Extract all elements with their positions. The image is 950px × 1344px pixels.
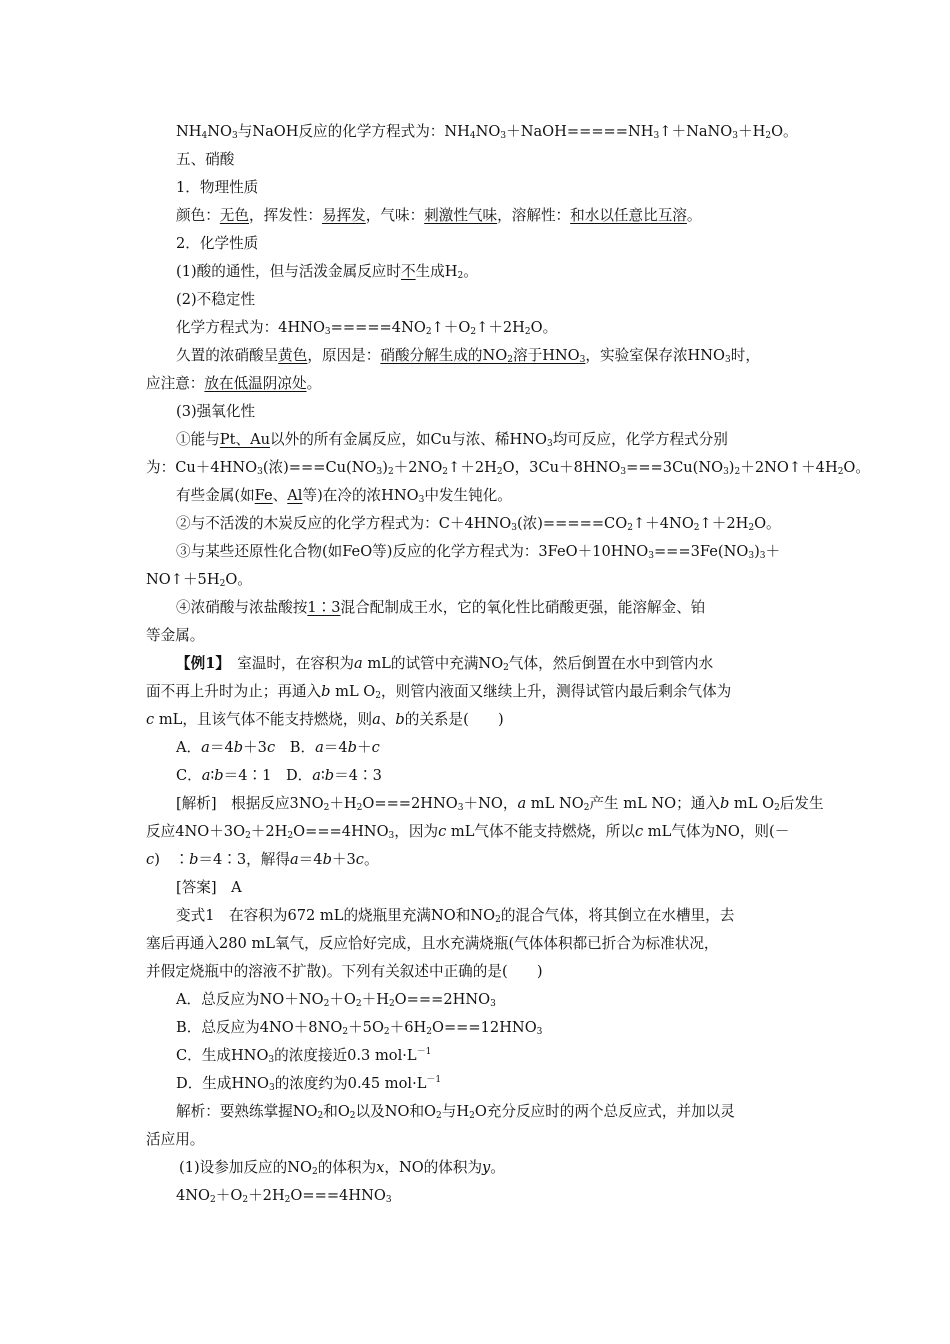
- answer-option: C．a∶b＝4∶1 D．a∶b＝4∶3: [176, 767, 382, 784]
- text-line: 等金属。: [146, 627, 205, 644]
- equation-line: $4NO_2+O_2+2H_2O===4HNO_3$: [176, 1187, 392, 1205]
- solution-line: 解析：要熟练掌握$NO_2$和$O_2$以及NO和$O_2$与$H_2O$充分反应时的两个总反应式，并加以灵: [176, 1103, 735, 1121]
- answer-line: [答案] A: [176, 879, 242, 896]
- answer-blank: 不: [401, 263, 416, 280]
- equation-line: ②与不活泼的木炭反应的化学方程式为：$C+4HNO_3$(浓)$=====CO_2↑+4NO_2↑+2H_2O$。: [176, 515, 781, 533]
- answer-option: A．总反应为$NO+NO_2+O_2+H_2O===2HNO_3$: [176, 991, 496, 1009]
- text-line: ④浓硝酸与浓盐酸按1∶3混合配制成王水，它的氧化性比硝酸更强，能溶解金、铂: [176, 599, 706, 616]
- answer-blank: 刺激性气味: [424, 207, 498, 224]
- text-line: c mL，且该气体不能支持燃烧，则a、b的关系是( ): [146, 711, 504, 728]
- answer-blank: 无色: [219, 207, 249, 224]
- equation-line: $NO↑+5H_2O$。: [146, 571, 252, 589]
- text-line: 面不再上升时为止；再通入b mL $O_2$，则管内液面又继续上升，测得试管内最后剩余气体为: [146, 683, 732, 701]
- subsection-heading: 2．化学性质: [176, 235, 259, 252]
- answer-blank: 放在低温阴凉处: [204, 375, 307, 392]
- answer-blank: Pt、Au: [219, 431, 271, 448]
- answer-blank: Fe: [254, 487, 273, 504]
- answer-option: D．生成$HNO_3$的浓度约为0.45 $mol\cdot L^{-1}$: [176, 1075, 442, 1093]
- text-line: $NH_4NO_3$与NaOH反应的化学方程式为：$NH_4NO_3+NaOH=====NH_3↑+NaNO_3+H_2O$。: [176, 123, 798, 141]
- solution-line: 活应用。: [146, 1131, 205, 1148]
- example-question: 【例1】 室温时，在容积为a mL的试管中充满$NO_2$气体，然后倒置在水中到管内水: [176, 655, 714, 673]
- variant-question: 变式1 在容积为672 mL的烧瓶里充满NO和$NO_2$的混合气体，将其倒立在水槽里，去: [176, 907, 735, 925]
- answer-option: C．生成$HNO_3$的浓度接近0.3 $mol\cdot L^{-1}$: [176, 1047, 432, 1065]
- example-label: 【例1】: [176, 655, 223, 672]
- text-line: 颜色：无色，挥发性：易挥发，气味：刺激性气味，溶解性：和水以任意比互溶。: [176, 207, 702, 224]
- subsection-heading: 1．物理性质: [176, 179, 259, 196]
- text-line: 久置的浓硝酸呈黄色，原因是：硝酸分解生成的$NO_2$溶于$HNO_3$，实验室保存浓$HNO_3$时，: [176, 347, 760, 365]
- text-line: 塞后再通入280 mL氧气，反应恰好完成，且水充满烧瓶(气体体积都已折合为标准状况，: [146, 935, 719, 952]
- text-line: (3)强氧化性: [176, 403, 256, 420]
- equation-line: 为：$Cu+4HNO_3$(浓)$===Cu(NO_3)_2+2NO_2↑+2H_2O$，$3Cu+8HNO_3===3Cu(NO_3)_2+2NO↑+4H_2O$。: [146, 459, 870, 477]
- solution-line: c) ∶b＝4∶3，解得a＝4b＋3c。: [146, 851, 379, 868]
- answer-blank: Al: [287, 487, 303, 504]
- solution-line: (1)设参加反应的$NO_2$的体积为x，NO的体积为y。: [179, 1159, 505, 1177]
- equation-line: 化学方程式为：$4HNO_3=====4NO_2↑+O_2↑+2H_2O$。: [176, 319, 558, 337]
- text-line: 并假定烧瓶中的溶液不扩散)。下列有关叙述中正确的是( ): [146, 963, 543, 980]
- answer-blank: 1∶3: [307, 599, 341, 616]
- text-line: (1)酸的通性，但与活泼金属反应时不生成$H_2$。: [176, 263, 478, 281]
- answer-blank: 易挥发: [321, 207, 366, 224]
- answer-blank: 黄色: [278, 347, 308, 364]
- solution-line: [解析] 根据反应$3NO_2+H_2O===2HNO_3+NO$，a mL $NO_2$产生 mL NO；通入b mL $O_2$后发生: [176, 795, 824, 813]
- equation-line: ③与某些还原性化合物(如FeO等)反应的化学方程式为：$3FeO+10HNO_3===3Fe(NO_3)_3+$: [176, 543, 781, 561]
- answer-option: B．总反应为$4NO+8NO_2+5O_2+6H_2O===12HNO_3$: [176, 1019, 543, 1037]
- answer-blank: 和水以任意比互溶: [570, 207, 687, 224]
- section-heading: 五、硝酸: [176, 151, 235, 168]
- text-line: ①能与Pt、Au以外的所有金属反应，如Cu与浓、稀$HNO_3$均可反应，化学方程式分别: [176, 431, 728, 449]
- answer-option: A．a＝4b＋3c B．a＝4b＋c: [176, 739, 380, 756]
- text-line: (2)不稳定性: [176, 291, 256, 308]
- solution-line: 反应$4NO+3O_2+2H_2O===4HNO_3$，因为c mL气体不能支持燃烧，所以c mL气体为NO，则(－: [146, 823, 790, 841]
- answer-blank: 硝酸分解生成的$NO_2$溶于$HNO_3$: [380, 347, 586, 365]
- text-line: 有些金属(如Fe、Al等)在冷的浓$HNO_3$中发生钝化。: [176, 487, 512, 505]
- text-line: 应注意：放在低温阴凉处。: [146, 375, 322, 392]
